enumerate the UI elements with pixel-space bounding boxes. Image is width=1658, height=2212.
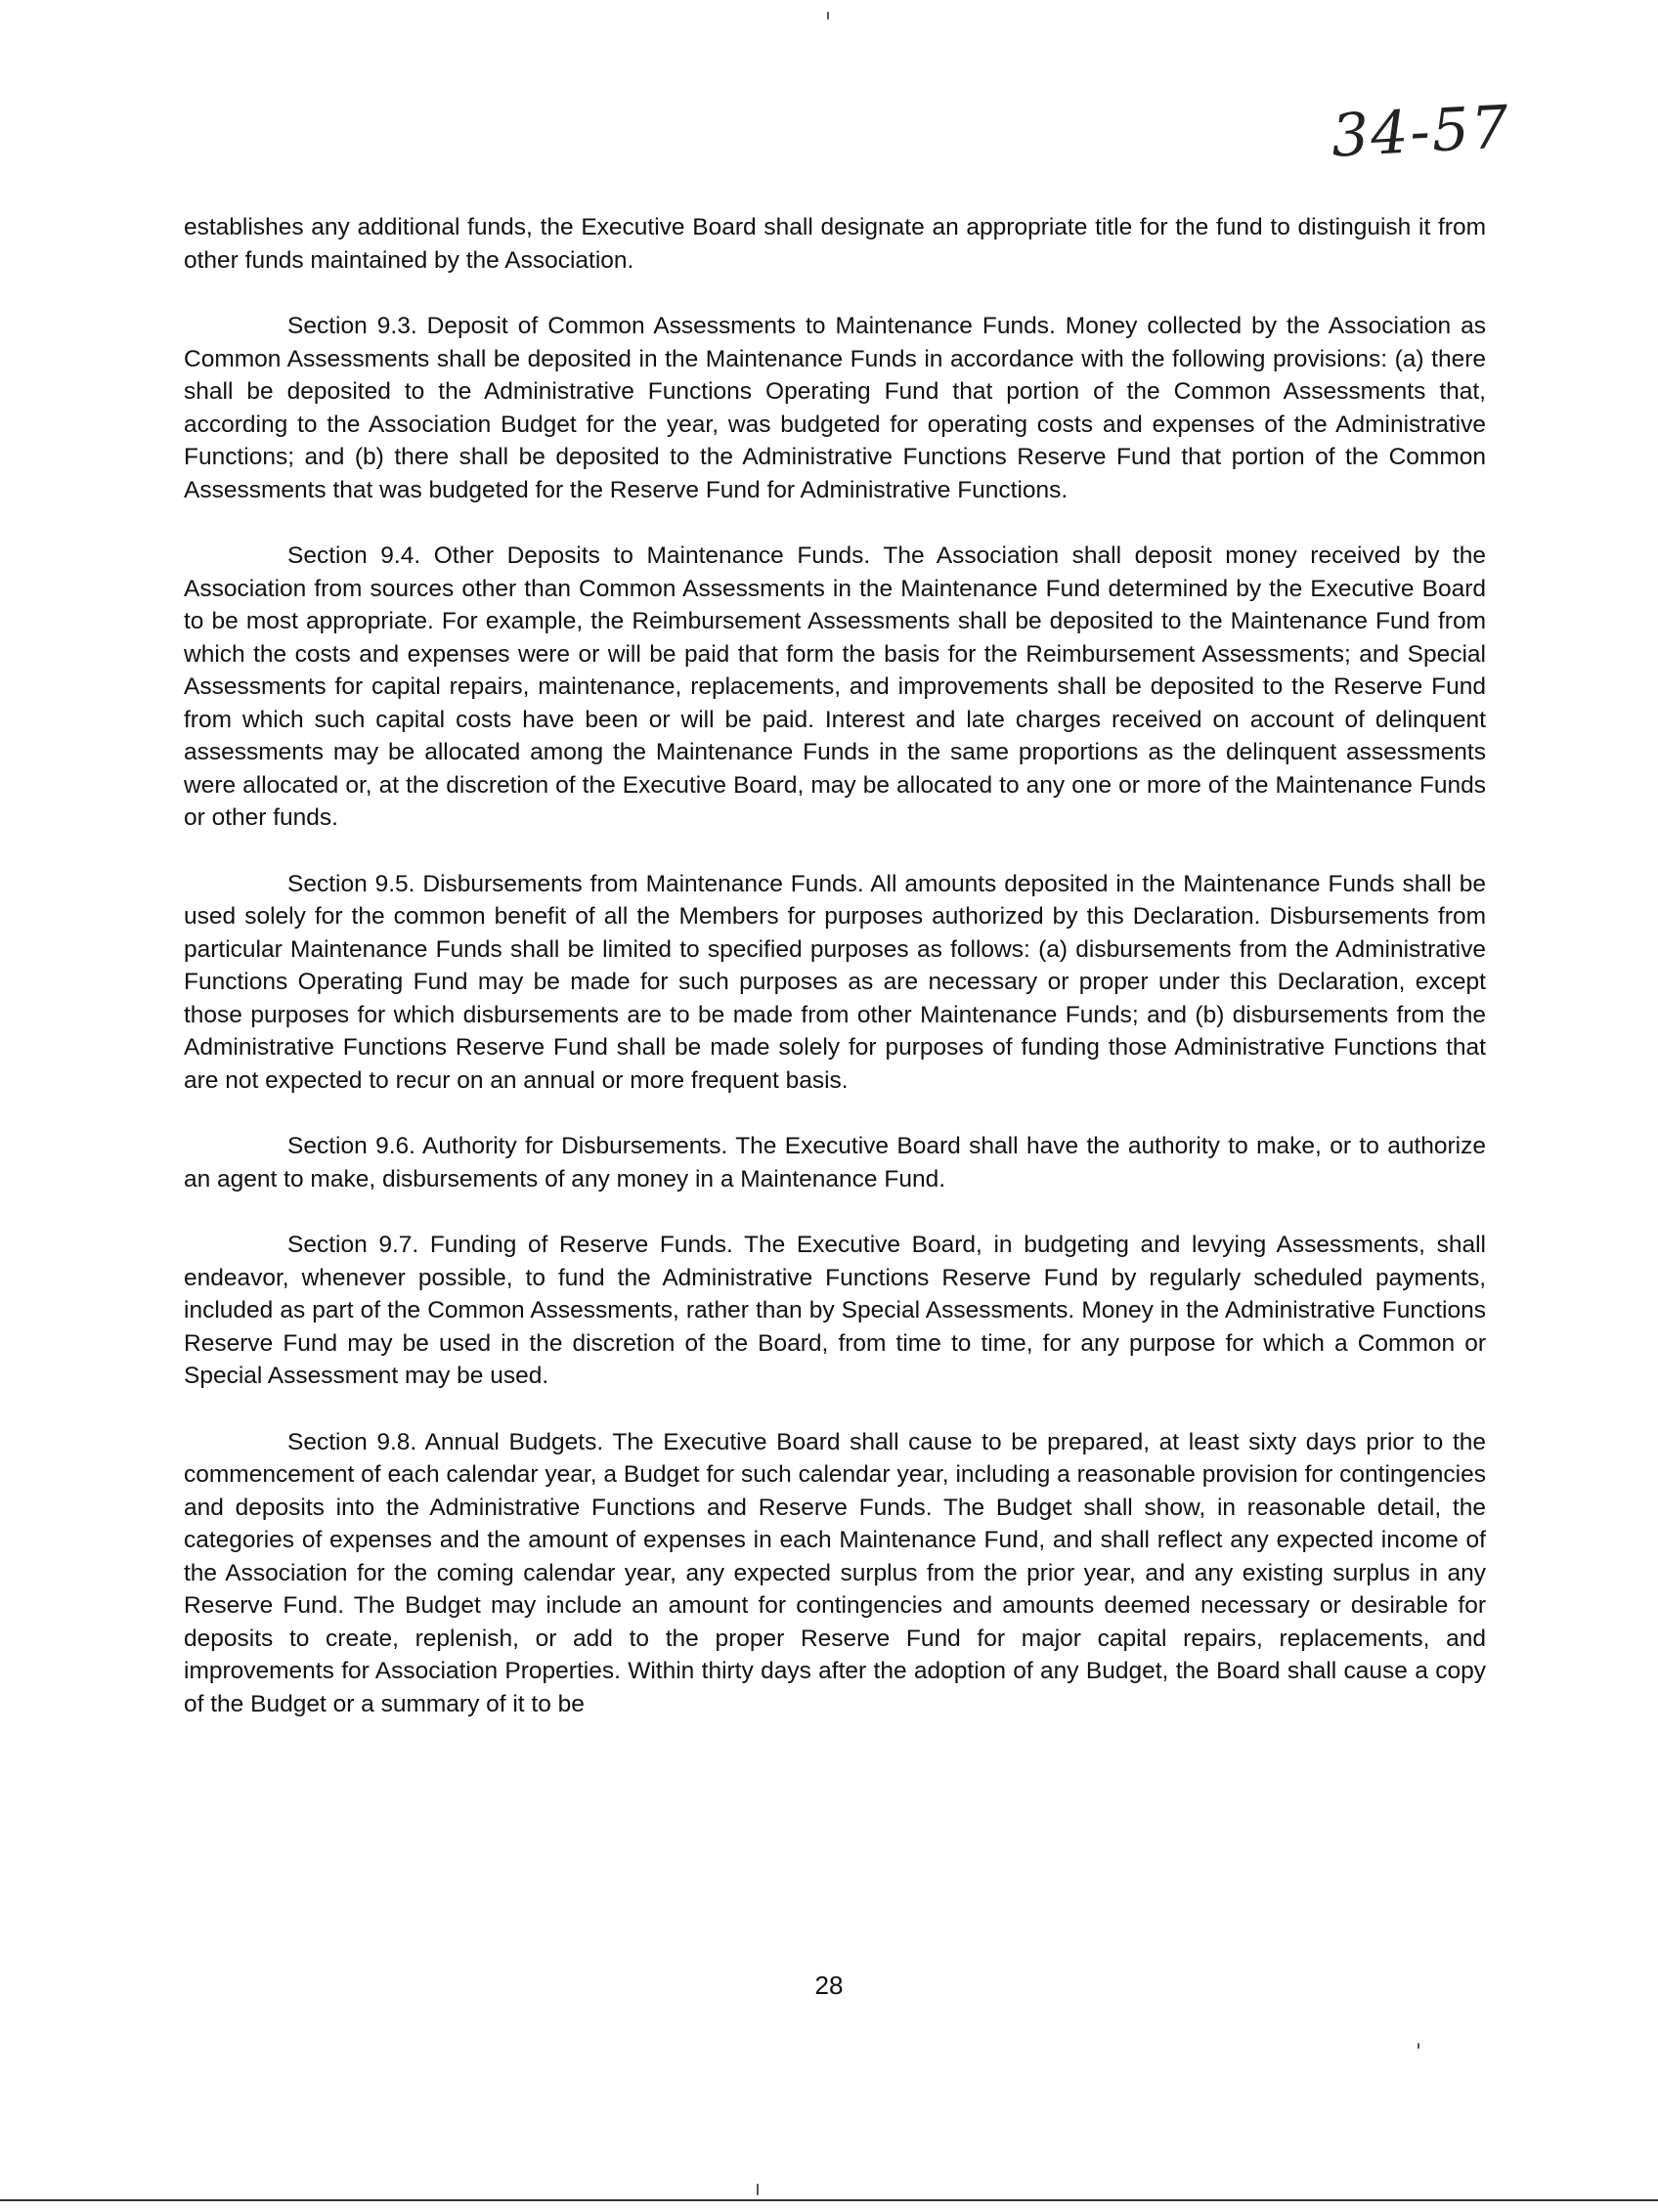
paragraph-section-9-8 <box>184 1426 1486 1721</box>
paragraph-section-9-8-text: Section 9.8. Annual Budgets. The Executive Board shall cause to be prepared, at least sixty days prior to the commencement of each calendar year, a Budget for such calendar year, including a reasonable provision for contingencies and deposits into the Administrative Functions and Reserve Funds. The Budget shall show, in reasonable detail, the categories of expenses and the amount of expenses in each Maintenance Fund, and shall reflect any expected income of the Association for the coming calendar year, any expected surplus from the prior year, and any existing surplus in any Reserve Fund. The Budget may include an amount for contingencies and amounts deemed necessary or desirable for deposits to create, replenish, or add to the proper Reserve Fund for major capital repairs, replacements, and improvements for Association Properties. Within thirty days after the adoption of any Budget, the Board shall cause a copy of the Budget or a summary of it to be <box>184 1428 1486 1717</box>
scan-speck <box>1418 2043 1419 2049</box>
scan-speck <box>827 12 829 20</box>
paragraph-section-9-4-text: Section 9.4. Other Deposits to Maintenance Funds. The Association shall deposit money received by the Association from sources other than Common Assessments in the Maintenance Fund determined by the Executive Board to be most appropriate. For example, the Reimbursement Assessments shall be deposited to the Maintenance Fund from which the costs and expenses were or will be paid that form the basis for the Reimbursement Assessments; and Special Assessments for capital repairs, maintenance, replacements, and improvements shall be deposited to the Reserve Fund from which such capital costs have been or will be paid. Interest and late charges received on account of delinquent assessments may be allocated among the Maintenance Funds in the same proportions as the delinquent assessments were allocated or, at the discretion of the Executive Board, may be allocated to any one or more of the Maintenance Funds or other funds. <box>184 542 1486 831</box>
paragraph-continuation: establishes any additional funds, the Executive Board shall designate an appropriate title for the fund to distinguish it from other funds maintained by the Association. <box>184 214 1486 274</box>
paragraph-section-9-3-text: Section 9.3. Deposit of Common Assessments to Maintenance Funds. Money collected by the Association as Common Assessments shall be deposited in the Maintenance Funds in accordance with the following provisions: (a) there shall be deposited to the Administrative Functions Operating Fund that portion of the Common Assessments that, according to the Association Budget for the year, was budgeted for operating costs and expenses of the Administrative Functions; and (b) there shall be deposited to the Administrative Functions Reserve Fund that portion of the Common Assessments that was budgeted for the Reserve Fund for Administrative Functions. <box>184 313 1486 503</box>
paragraph-section-9-7-text: Section 9.7. Funding of Reserve Funds. The Executive Board, in budgeting and levying Assessments, shall endeavor, whenever possible, to fund the Administrative Functions Reserve Fund by regularly scheduled payments, included as part of the Common Assessments, rather than by Special Assessments. Money in the Administrative Functions Reserve Fund may be used in the discretion of the Board, from time to time, for any purpose for which a Common or Special Assessment may be used. <box>184 1232 1486 1389</box>
paragraph-section-9-3 <box>184 310 1486 506</box>
paragraph-section-9-6 <box>184 1130 1486 1195</box>
page-number: 28 <box>814 1971 844 2000</box>
document-body <box>184 211 1486 1754</box>
paragraph-section-9-4 <box>184 540 1486 835</box>
paragraph-section-9-6-text: Section 9.6. Authority for Disbursements. The Executive Board shall have the authority to make, or to authorize an agent to make, disbursements of any money in a Maintenance Fund. <box>184 1133 1486 1193</box>
paragraph-section-9-5 <box>184 868 1486 1098</box>
scan-edge-line <box>0 2199 1658 2201</box>
scan-speck <box>757 2184 759 2195</box>
paragraph-section-9-7 <box>184 1229 1486 1393</box>
handwritten-page-annotation: 34-57 <box>1330 93 1512 171</box>
paragraph-section-9-5-text: Section 9.5. Disbursements from Maintenance Funds. All amounts deposited in the Maintenance Funds shall be used solely for the common benefit of all the Members for purposes authorized by this Declaration. Disbursements from particular Maintenance Funds shall be limited to specified purposes as follows: (a) disbursements from the Administrative Functions Operating Fund may be made for such purposes as are necessary or proper under this Declaration, except those purposes for which disbursements are to be made from other Maintenance Funds; and (b) disbursements from the Administrative Functions Reserve Fund shall be made solely for purposes of funding those Administrative Functions that are not expected to recur on an annual or more frequent basis. <box>184 870 1486 1094</box>
